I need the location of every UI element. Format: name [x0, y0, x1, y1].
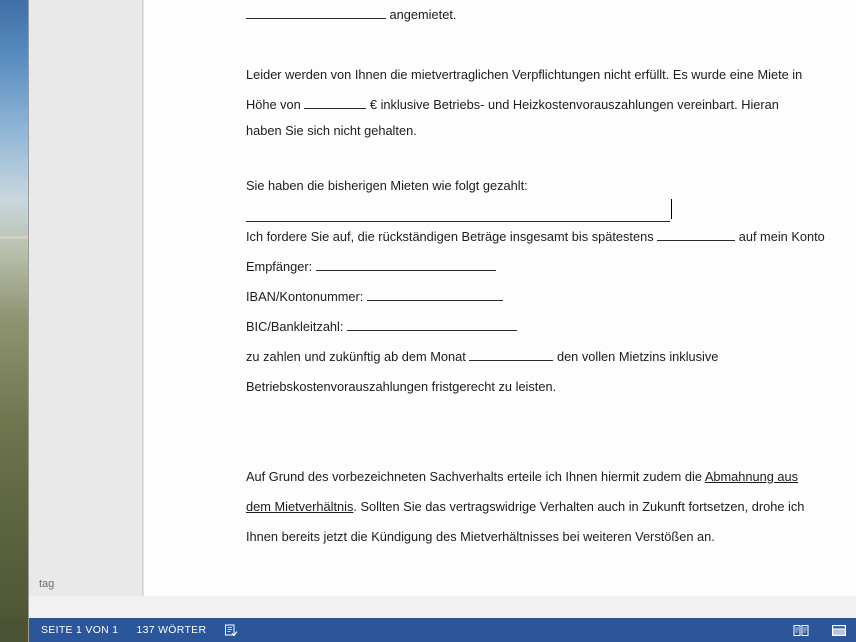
text-run: Empfänger: — [246, 259, 316, 274]
text-run: angemietet. — [386, 7, 457, 22]
text-caret — [671, 199, 672, 219]
desktop-wallpaper — [0, 0, 28, 642]
desktop-bottom-edge — [0, 618, 28, 642]
document-line — [246, 90, 846, 120]
paragraph-spacer — [246, 582, 846, 612]
paragraph-spacer — [246, 552, 846, 582]
status-bar-left-group — [29, 618, 238, 642]
text-run: IBAN/Kontonummer: — [246, 289, 367, 304]
fill-in-blank[interactable] — [347, 330, 517, 331]
page-indicator[interactable]: SEITE 1 VON 1 — [41, 624, 119, 636]
word-document-window — [28, 0, 856, 642]
text-run: Ihnen bereits jetzt die Kündigung des Mietverhältnisses bei weiteren Verstößen an. — [246, 529, 715, 544]
pane-tag-label: tag — [39, 578, 55, 590]
document-line — [246, 0, 846, 30]
document-line — [246, 372, 846, 402]
document-line — [246, 282, 846, 312]
text-run: Leider werden von Ihnen die mietvertraglichen Verpflichtungen nicht erfüllt. Es wurde eine Miete in — [246, 67, 803, 82]
fill-in-blank[interactable] — [469, 360, 553, 361]
text-run: haben Sie sich nicht gehalten. — [246, 123, 417, 138]
wallpaper-horizon — [0, 236, 28, 239]
text-run: € inklusive Betriebs- und Heizkostenvorauszahlungen vereinbart. Hieran — [366, 97, 779, 112]
fill-in-blank[interactable] — [657, 240, 735, 241]
document-line — [246, 171, 846, 201]
fill-in-blank[interactable] — [316, 270, 496, 271]
text-run: Auf Grund des vorbezeichneten Sachverhalts erteile ich Ihnen hiermit zudem die — [246, 469, 705, 484]
underlined-text: Abmahnung aus — [704, 469, 799, 484]
document-page[interactable] — [143, 0, 856, 596]
paragraph-spacer — [246, 432, 846, 462]
text-run: den vollen Mietzins inklusive — [553, 349, 719, 364]
document-line — [246, 492, 846, 522]
status-bar-right-group — [793, 618, 847, 642]
proofing-errors-icon[interactable] — [224, 623, 238, 637]
document-text-body[interactable] — [246, 0, 846, 642]
document-line — [246, 342, 846, 372]
text-run: Ich fordere Sie auf, die rückständigen Beträge insgesamt bis spätestens — [246, 229, 658, 244]
paragraph-spacer — [246, 30, 846, 60]
paragraph-spacer — [246, 141, 846, 171]
print-layout-icon[interactable] — [831, 624, 847, 637]
word-count-indicator[interactable]: 137 WÖRTER — [136, 624, 207, 636]
text-run: zu zahlen und zukünftig ab dem Monat — [246, 349, 470, 364]
document-line — [246, 252, 846, 282]
document-line — [246, 522, 846, 552]
document-line — [246, 222, 846, 252]
document-line — [246, 462, 846, 492]
left-navigation-pane[interactable] — [29, 0, 143, 596]
text-run: Höhe von — [246, 97, 305, 112]
underlined-text: dem Mietverhältnis — [246, 499, 354, 514]
fill-in-blank[interactable] — [304, 108, 366, 109]
status-bar — [29, 618, 856, 642]
read-mode-icon[interactable] — [793, 624, 809, 637]
text-run: Sie haben die bisherigen Mieten wie folgt gezahlt: — [246, 178, 528, 193]
text-run: . Sollten Sie das vertragswidrige Verhalten auch in Zukunft fortsetzen, drohe ich — [353, 499, 805, 514]
text-run: BIC/Bankleitzahl: — [246, 319, 348, 334]
payment-history-rule — [246, 201, 670, 222]
document-line — [246, 120, 846, 141]
text-run: Betriebskostenvorauszahlungen fristgerecht zu leisten. — [246, 379, 557, 394]
document-line — [246, 312, 846, 342]
paragraph-spacer — [246, 402, 846, 432]
fill-in-blank[interactable] — [367, 300, 503, 301]
document-line — [246, 60, 846, 90]
fill-in-blank[interactable] — [246, 18, 386, 19]
text-run: auf mein Konto — [735, 229, 825, 244]
